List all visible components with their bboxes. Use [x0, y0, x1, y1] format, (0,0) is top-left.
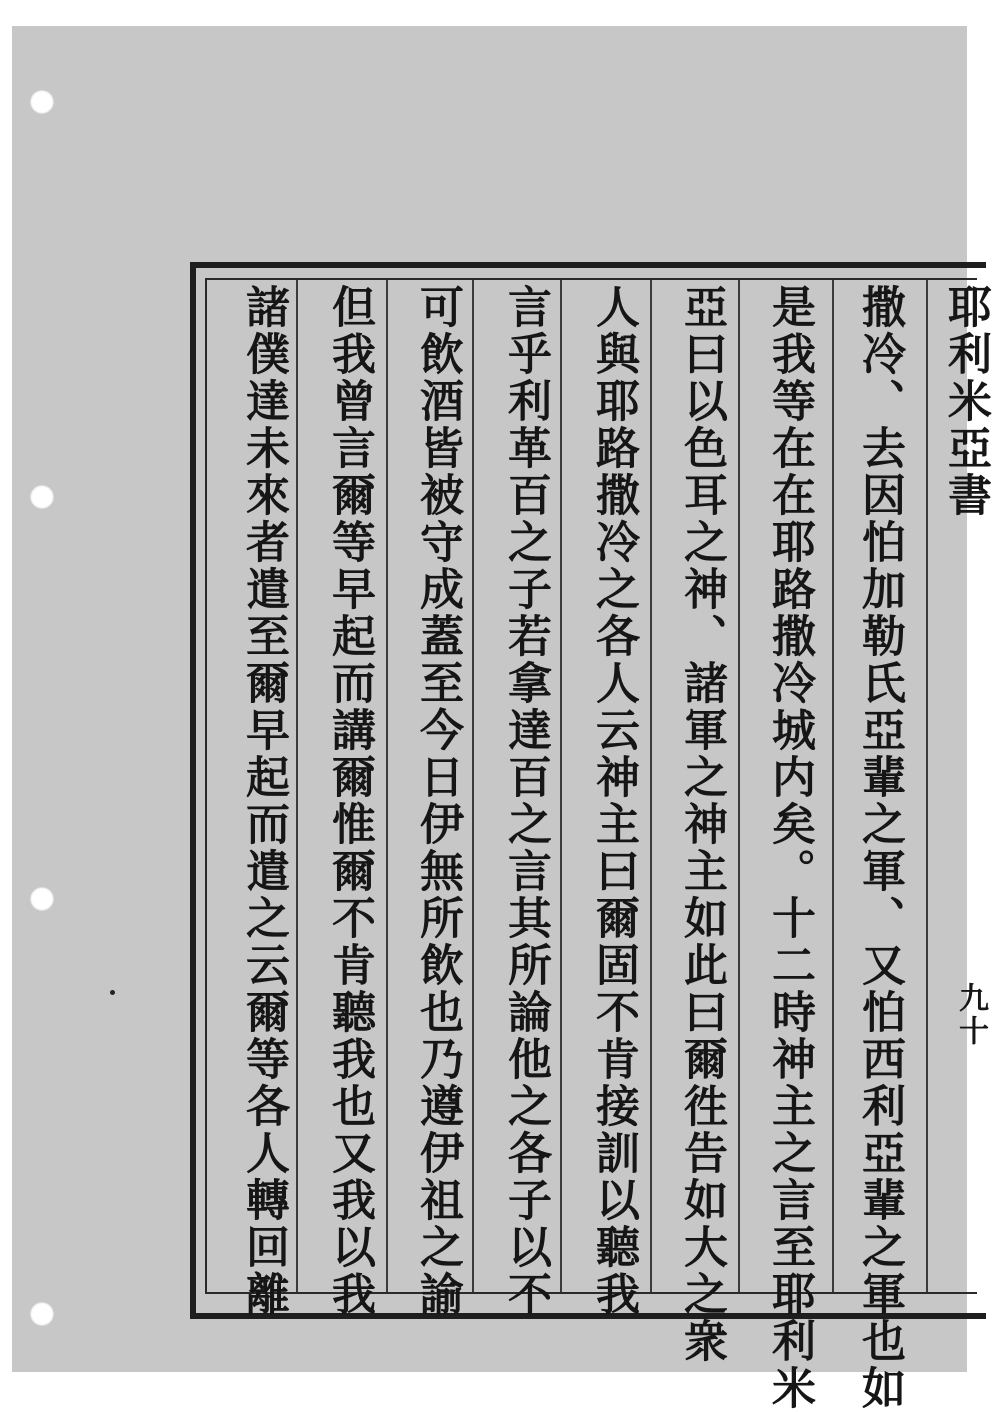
text-column-8: 諸僕達未來者遣至爾早起而遣之云爾等各人轉回離	[238, 284, 289, 1318]
stray-dot	[110, 990, 115, 995]
column-rule	[650, 280, 652, 1292]
text-column-7: 但我曾言爾等早起而講爾惟爾不肯聽我也又我以我	[324, 284, 375, 1318]
punch-hole	[30, 887, 54, 911]
column-rule	[560, 280, 562, 1292]
punch-hole	[30, 90, 54, 114]
column-rule	[738, 280, 740, 1292]
text-column-1: 撒冷、去因怕加勒氏亞輩之軍、又怕西利亞輩之軍也如	[854, 284, 905, 1412]
column-rule	[832, 280, 834, 1292]
punch-hole	[30, 1302, 54, 1326]
text-column-3: 亞曰以色耳之神、諸軍之神主如此曰爾徃告如大之衆	[676, 284, 727, 1365]
text-column-2: 是我等在在耶路撒冷城内矣。十二時神主之言至耶利米	[764, 284, 815, 1412]
punch-hole	[30, 485, 54, 509]
column-rule	[386, 280, 388, 1292]
column-rule	[296, 280, 298, 1292]
column-rule	[472, 280, 474, 1292]
column-rule	[926, 280, 928, 1292]
text-column-6: 可飲酒皆被守成蓋至今日伊無所飲也乃遵伊祖之諭	[412, 284, 463, 1318]
text-column-4: 人與耶路撒冷之各人云神主曰爾固不肯接訓以聽我	[588, 284, 639, 1318]
margin-number: 九十	[953, 982, 988, 1048]
book-title-partial: 耶利米亞書	[940, 284, 991, 519]
right-edge-column	[932, 262, 992, 1322]
text-column-5: 言乎利革百之子若拿達百之言其所論他之各子以不	[500, 284, 551, 1318]
